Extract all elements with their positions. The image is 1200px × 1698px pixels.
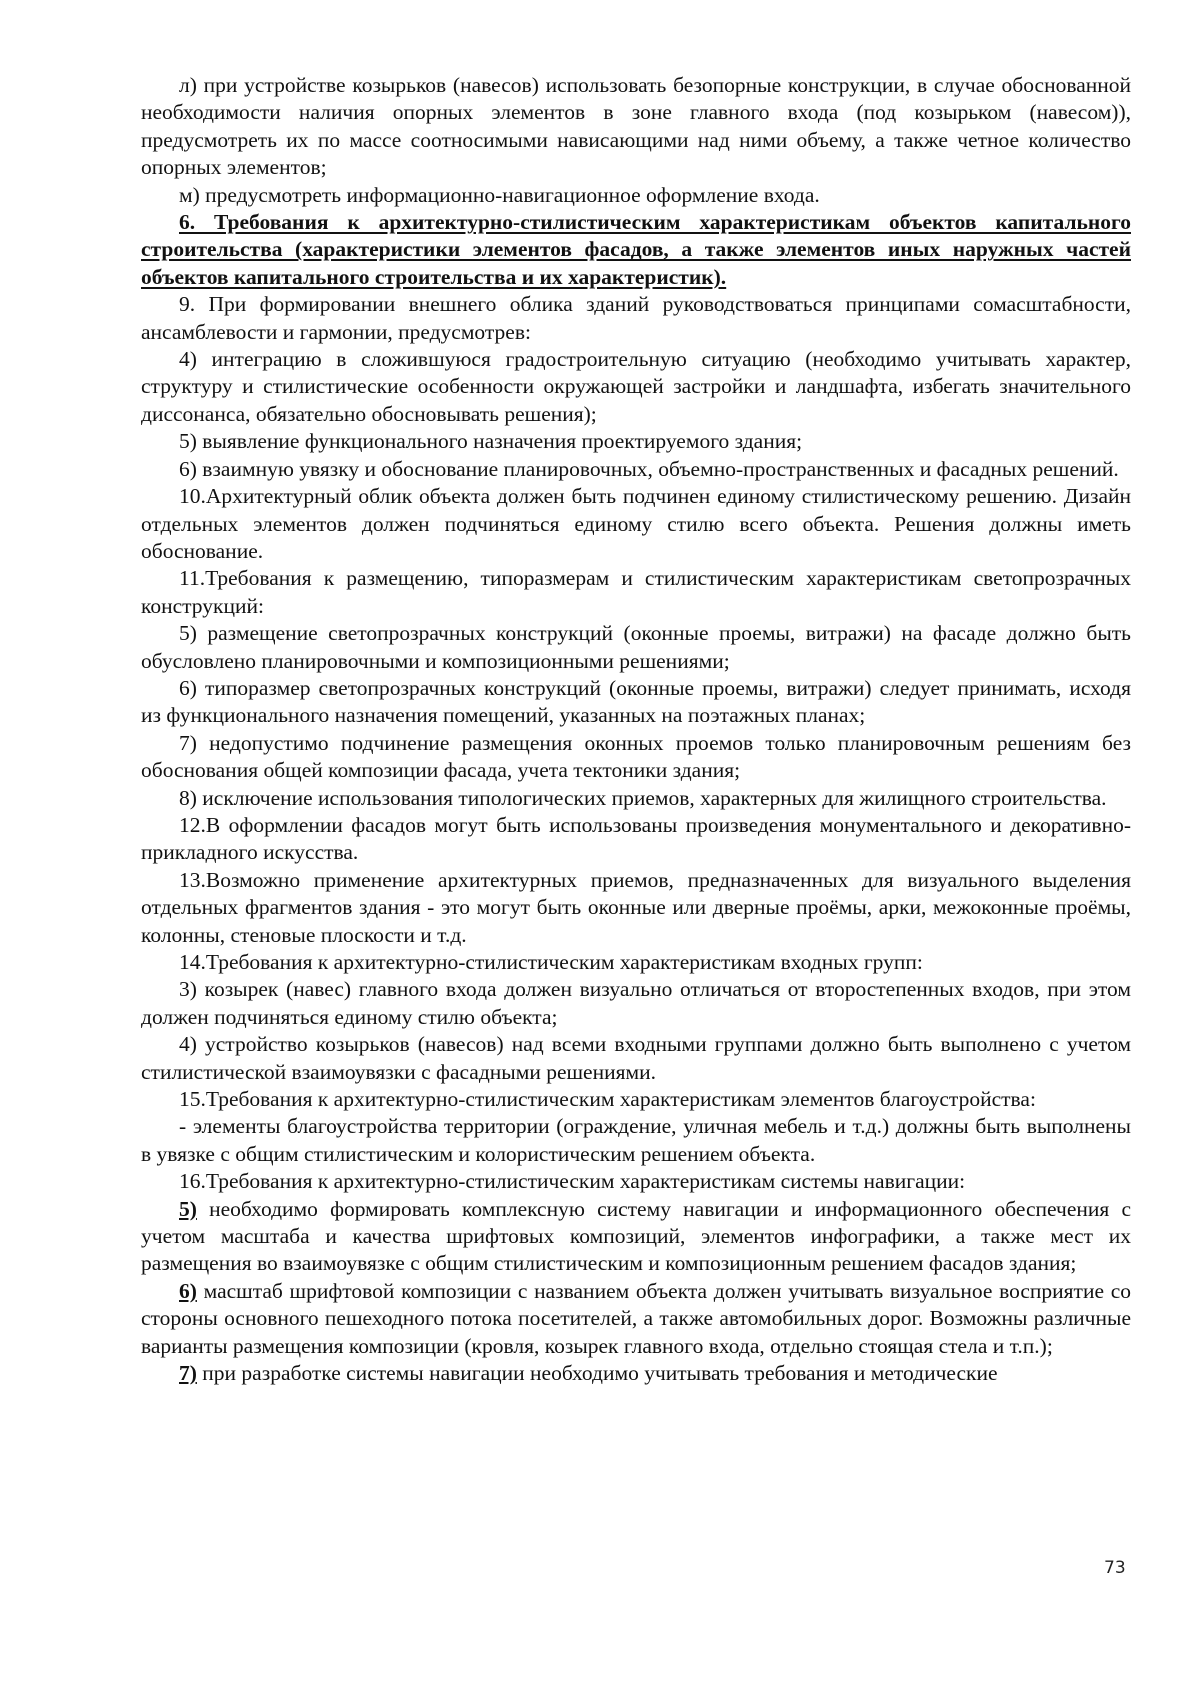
item-number: 7) (179, 1361, 197, 1386)
item-text: масштаб шрифтовой композиции с названием объекта должен учитывать визуальное восприятие со стороны основного пешеходного потока посетителей, а также автомобильных дорог. Возможны различные варианты размещения композиции (кровля, козырек главного входа, отдельно стоящая стела и т.п.); (141, 1278, 1131, 1358)
paragraph-9-item-6: 6) взаимную увязку и обоснование планировочных, объемно-пространственных и фасадных решений. (179, 456, 1119, 481)
paragraph-9: 9. При формировании внешнего облика зданий руководствоваться принципами сомасштабности, ансамблевости и гармонии, предусмотрев: (141, 292, 1131, 344)
item-number: 6) (179, 1278, 197, 1303)
paragraph-item-l: л) при устройстве козырьков (навесов) использовать безопорные конструкции, в случае обоснованной необходимости наличия опорных элементов в зоне главного входа (под козырьком (навесом)), предусмотреть их по массе соотносимыми нависающими над ними объему, а также четное количество опорных элементов; (141, 73, 1131, 180)
paragraph-13: 13.Возможно применение архитектурных приемов, предназначенных для визуального выделения отдельных фрагментов здания - это могут быть оконные или дверные проёмы, арки, межоконные проёмы, колонны, стеновые плоскости и т.д. (141, 867, 1131, 947)
paragraph-11: 11.Требования к размещению, типоразмерам и стилистическим характеристикам светопрозрачных конструкций: (141, 566, 1131, 618)
paragraph-11-item-8: 8) исключение использования типологических приемов, характерных для жилищного строительства. (179, 785, 1107, 810)
paragraph-11-item-5: 5) размещение светопрозрачных конструкций (оконные проемы, витражи) на фасаде должно быть обусловлено планировочными и композиционными решениями; (141, 621, 1131, 673)
paragraph-14: 14.Требования к архитектурно-стилистическим характеристикам входных групп: (179, 950, 923, 974)
paragraph-15: 15.Требования к архитектурно-стилистическим характеристикам элементов благоустройства: (179, 1087, 1036, 1112)
page-number: 73 (1104, 1558, 1126, 1578)
item-text: необходимо формировать комплексную систему навигации и информационного обеспечения с учетом масштаба и качества шрифтовых композиций, элементов инфографики, а также мест их размещения во взаимоувязке с общим стилистическим и композиционным решением фасадов здания; (141, 1196, 1131, 1276)
paragraph-9-item-4: 4) интеграцию в сложившуюся градостроительную ситуацию (необходимо учитывать характер, структуру и стилистические особенности окружающей застройки и ландшафта, избегать значительного диссонанса, обязательно обосновывать решения); (141, 347, 1131, 426)
paragraph-14-item-3: 3) козырек (навес) главного входа должен визуально отличаться от второстепенных входов, при этом должен подчиняться единому стилю объекта; (141, 977, 1131, 1029)
paragraph-11-item-7: 7) недопустимо подчинение размещения оконных проемов только планировочным решениям без обоснования общей композиции фасада, учета тектоники здания; (141, 730, 1131, 783)
paragraph-16: 16.Требования к архитектурно-стилистическим характеристикам системы навигации: (179, 1169, 966, 1194)
paragraph-item-m: м) предусмотреть информационно-навигационное оформление входа. (179, 182, 820, 207)
paragraph-14-item-4: 4) устройство козырьков (навесов) над всеми входными группами должно быть выполнено с учетом стилистической взаимоувязки с фасадными решениями. (141, 1032, 1131, 1084)
paragraph-9-item-5: 5) выявление функционального назначения проектируемого здания; (179, 429, 803, 454)
paragraph-10: 10.Архитектурный облик объекта должен быть подчинен единому стилистическому решению. Дизайн отдельных элементов должен подчиняться единому стилю всего объекта. Решения должны иметь обоснование. (141, 484, 1131, 563)
paragraph-12: 12.В оформлении фасадов могут быть использованы произведения монументального и декоративно-прикладного искусства. (141, 812, 1131, 865)
item-number: 5) (179, 1196, 197, 1221)
paragraph-16-item-5 (141, 1196, 1131, 1278)
paragraph-15-dash-item: - элементы благоустройства территории (ограждение, уличная мебель и т.д.) должны быть выполнены в увязке с общим стилистическим и колористическим решением объекта. (141, 1114, 1131, 1166)
paragraph-16-item-6 (141, 1278, 1131, 1360)
document-page (141, 72, 1131, 1388)
item-text: при разработке системы навигации необходимо учитывать требования и методические (196, 1361, 998, 1386)
paragraph-16-item-7 (141, 1360, 1131, 1387)
paragraph-11-item-6: 6) типоразмер светопрозрачных конструкций (оконные проемы, витражи) следует принимать, исходя из функционального назначения помещений, указанных на поэтажных планах; (141, 675, 1131, 728)
section-heading-6: 6. Требования к архитектурно-стилистическим характеристикам объектов капитального строительства (характеристики элементов фасадов, а также элементов иных наружных частей объектов капитального строительства и их характеристик). (141, 210, 1131, 289)
